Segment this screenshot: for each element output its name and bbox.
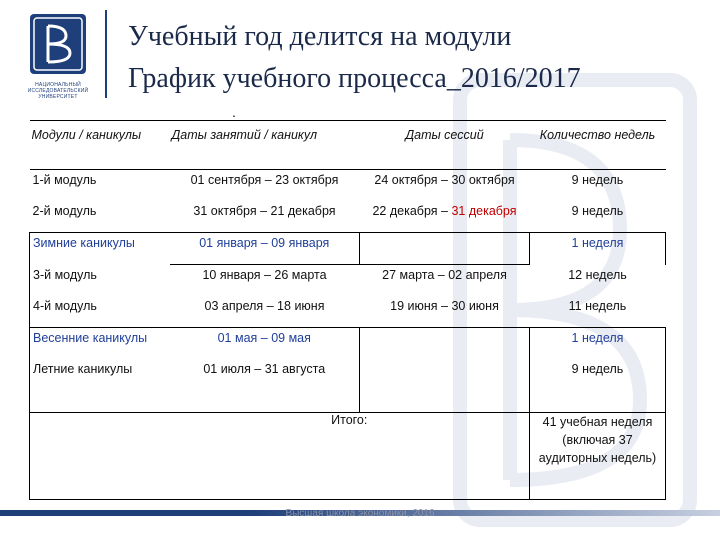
cell-classes: 01 января – 09 января	[170, 233, 360, 265]
cell-classes: 01 мая – 09 мая	[170, 328, 360, 360]
cell-classes: 03 апреля – 18 июня	[204, 299, 325, 313]
cell-weeks: 11 недель	[568, 299, 627, 313]
cell-name: Весенние каникулы	[30, 328, 170, 360]
footer-text: Высшая школа экономики, 2016	[285, 508, 435, 519]
cell-name: 2-й модуль	[32, 204, 97, 218]
total-value	[530, 413, 666, 500]
crest-icon	[28, 12, 88, 76]
cell-weeks: 1 неделя	[530, 328, 666, 360]
total-line-1: 41 учебная неделя	[542, 415, 653, 429]
title-line-2: График учебного процесса_2016/2017	[128, 63, 581, 94]
cell-session: 19 июня – 30 июня	[390, 299, 499, 313]
cell-session: 24 октября – 30 октября	[360, 170, 530, 202]
header-class-dates: Даты занятий / каникул	[170, 121, 360, 170]
table-row	[30, 265, 666, 297]
cell-session	[360, 233, 530, 265]
schedule-table	[29, 120, 666, 500]
cell-classes: 01 июля – 31 августа	[170, 359, 360, 413]
cell-name: Летние каникулы	[30, 359, 170, 413]
cell-session: 27 марта – 02 апреля	[382, 268, 507, 282]
table-row	[30, 296, 666, 328]
page-title	[128, 16, 581, 100]
cell-name: 1-й модуль	[30, 170, 170, 202]
cell-classes: 01 сентября – 23 октября	[170, 170, 360, 202]
hse-logo	[14, 12, 102, 100]
cell-session	[360, 328, 530, 360]
table-row	[30, 359, 666, 413]
table-row	[30, 170, 666, 202]
cell-classes: 10 января – 26 марта	[202, 268, 327, 282]
logo-caption: НАЦИОНАЛЬНЫЙ ИССЛЕДОВАТЕЛЬСКИЙ УНИВЕРСИТЕТ	[27, 82, 89, 100]
cell-weeks: 12 недель	[568, 267, 627, 282]
cell-session	[360, 359, 530, 413]
cell-name: 4-й модуль	[30, 296, 170, 328]
cell-weeks: 9 недель	[530, 170, 666, 202]
cell-weeks: 9 недель	[530, 359, 666, 413]
table-row	[30, 328, 666, 360]
table-header-row	[30, 121, 666, 170]
session-end: 31 декабря	[451, 204, 517, 218]
total-label: Итого:	[170, 413, 530, 500]
stray-dot: .	[232, 104, 236, 120]
session-start: 22 декабря –	[372, 204, 452, 218]
total-line-2: (включая 37	[562, 433, 633, 447]
title-line-1: Учебный год делится на модули	[128, 21, 512, 52]
total-row	[30, 413, 666, 500]
header-divider	[105, 10, 107, 98]
cell-weeks: 9 недель	[571, 204, 624, 218]
cell-session	[360, 201, 530, 233]
total-line-3: аудиторных недель)	[538, 451, 657, 465]
header-weeks: Количество недель	[530, 121, 666, 170]
cell-classes: 31 октября – 21 декабря	[193, 204, 336, 218]
header-modules: Модули / каникулы	[30, 121, 170, 170]
cell-name: 3-й модуль	[30, 265, 170, 297]
header-session-dates: Даты сессий	[360, 121, 530, 170]
cell-name: Зимние каникулы	[30, 233, 170, 265]
cell-weeks: 1 неделя	[530, 233, 666, 265]
table-row	[30, 201, 666, 233]
table-row	[30, 233, 666, 265]
